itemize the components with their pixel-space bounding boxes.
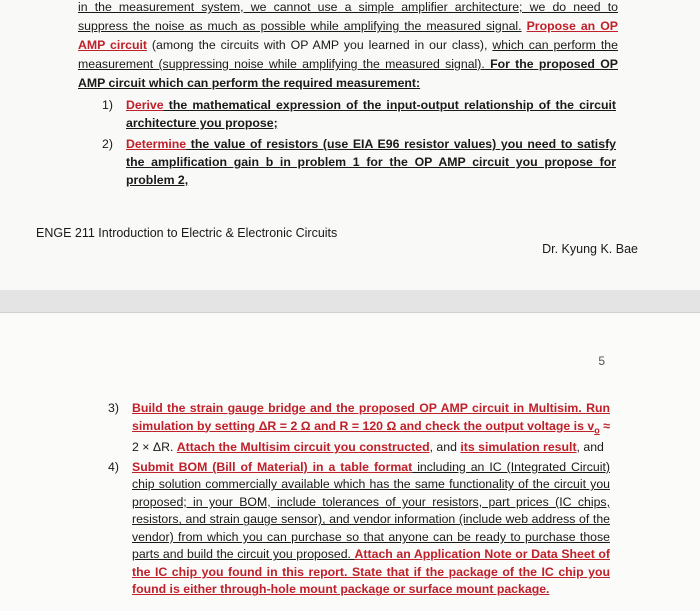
item-number: 2) [102, 137, 113, 151]
simulation-result-highlight: its simulation result [460, 440, 577, 455]
item-number: 1) [102, 98, 113, 112]
intro-text-c: (among the circuits with OP AMP you learned in our class), [146, 38, 493, 52]
propose-op-amp-highlight: Propose an OP AMP circuit [78, 19, 618, 52]
intro-paragraph [78, 0, 618, 93]
item3-text-c: 2 × ΔR. [132, 440, 177, 455]
submit-bom-highlight: Submit BOM (Bill of Material) in a table format [132, 459, 413, 474]
question-item-2 [102, 135, 616, 189]
attach-multisim-highlight: Attach the Multisim circuit you constructed [176, 440, 430, 455]
question-item-4 [108, 459, 610, 599]
question-item-3 [108, 400, 610, 457]
item-number: 4) [108, 459, 119, 474]
item2-text: the value of resistors (use EIA E96 resistor values) you need to satisfy the amplification gain b in problem 1 for the OP AMP circuit you propose for problem 2, [126, 137, 616, 187]
page-gap [0, 290, 700, 312]
document-page-top [0, 0, 700, 291]
intro-text-e: For the proposed OP AMP circuit which can perform the required measurement: [78, 57, 618, 90]
question-list-top [102, 96, 616, 189]
item3-build-text: Build the strain gauge bridge and the proposed OP AMP circuit in Multisim. Run simulation by setting ΔR = 2 Ω and R = 120 Ω and check the output voltage is v [132, 401, 610, 433]
item4-text-b: including an IC (Integrated Circuit) chip solution commercially available which has the same functionality of the circuit you proposed; in your BOM, include tolerances of your resistors, part prices (IC chips, resistors, and strain gauge sensor), and vendor information (include web address of the vendor) from which you can purchase so that anyone can be ready to purchase those parts and build the circuit you proposed. [132, 459, 610, 562]
question-list-bottom [108, 400, 610, 599]
item3-approx: ≈ [599, 418, 610, 433]
item3-subscript: o [594, 424, 600, 435]
item-number: 3) [108, 401, 119, 415]
derive-keyword: Derive [126, 98, 164, 112]
item3-text-g: , and [576, 440, 604, 455]
page-number: 5 [598, 354, 605, 368]
course-title: ENGE 211 Introduction to Electric & Electronic Circuits [36, 226, 338, 240]
instructor-name: Dr. Kyung K. Bae [542, 242, 638, 256]
determine-keyword: Determine [126, 137, 187, 151]
intro-text-d: which can perform the measurement (suppressing noise while amplifying the measured signal). [78, 38, 618, 71]
item3-text-e: , and [429, 440, 461, 455]
attach-app-note-highlight: Attach an Application Note or Data Sheet of the IC chip you found in this report. State that if the package of the IC chip you found is either through-hole mount package or surface mount package. [132, 547, 610, 597]
question-item-1 [102, 96, 616, 132]
item1-text: the mathematical expression of the input-output relationship of the circuit architecture you propose; [126, 98, 616, 130]
intro-text-a: in the measurement system, we cannot use a simple amplifier architecture; we do need to suppress the noise as much as possible while amplifying the measured signal. [78, 0, 618, 33]
